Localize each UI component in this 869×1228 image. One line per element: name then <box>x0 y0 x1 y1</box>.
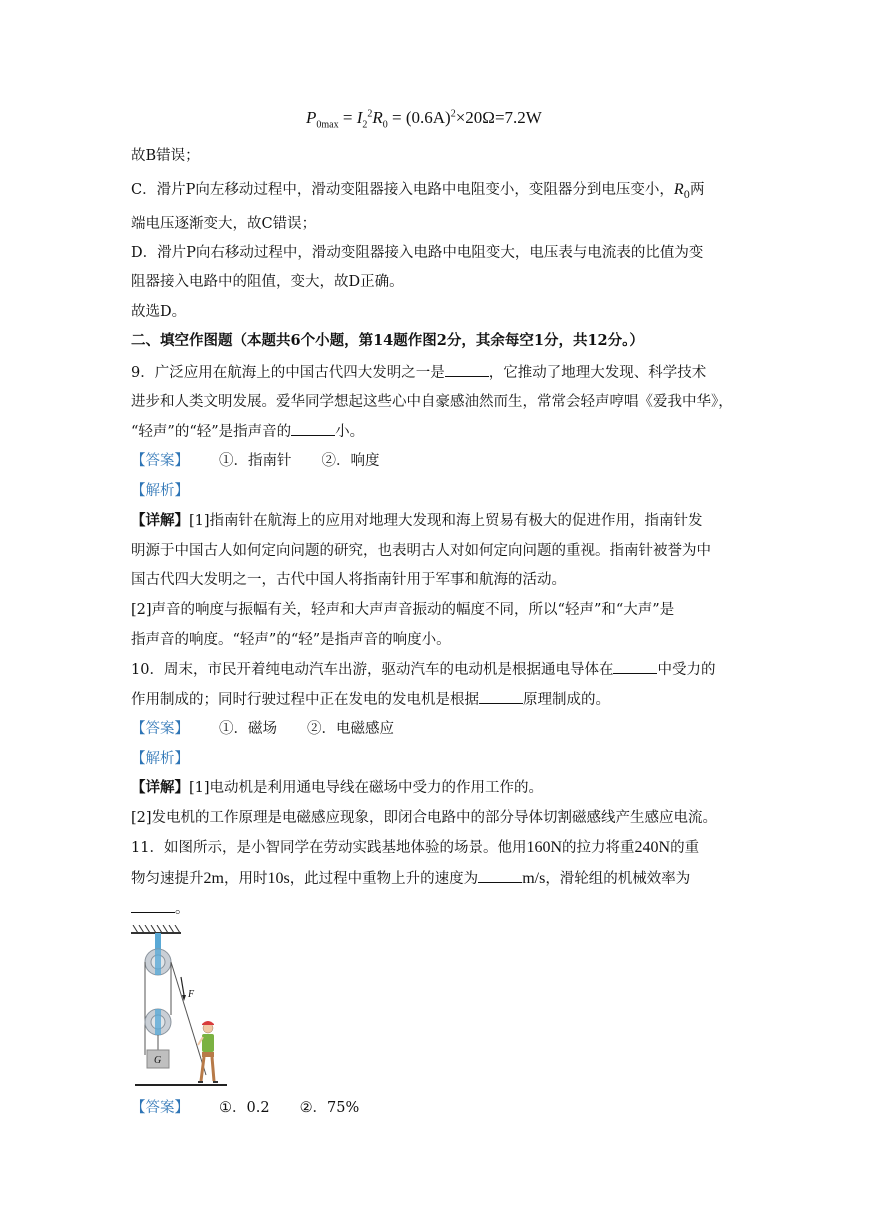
question-9-line <box>131 421 364 442</box>
text-span: ，此过程中重物上升的速度为 <box>289 871 479 887</box>
question-10-line <box>131 689 610 710</box>
detail-tag: 【详解】 <box>131 779 189 796</box>
section-heading: 二、填空作图题（本题共6个小题，第14题作图2分，其余每空1分，共12分。） <box>131 332 644 349</box>
text-span: 10．周末，市民开着纯电动汽车出游，驱动汽车的电动机是根据通电导体在 <box>131 662 614 678</box>
text-span: C．滑片P向左移动过程中，滑动变阻器接入电路中电阻变小，变阻器分到电压变小， <box>131 182 674 198</box>
unit-value: m/s <box>522 870 546 887</box>
question-11-line <box>131 838 699 858</box>
question-11-line <box>131 898 190 919</box>
text-line: 故选D。 <box>131 304 187 320</box>
answer-item: ①．磁场 <box>219 721 277 737</box>
formula-eq1: = <box>342 108 353 127</box>
question-9-line: 进步和人类文明发展。爱华同学想起这些心中自豪感油然而生，常常会轻声哼唱《爱我中华》， <box>131 394 733 410</box>
question-10-line <box>131 659 715 680</box>
text-line: 阻器接入电路中的阻值，变大，故D正确。 <box>131 274 404 290</box>
detail-line: [2]声音的响度与振幅有关，轻声和大声声音振动的幅度不同，所以“轻声”和“大声”是 <box>131 602 675 618</box>
answer-line <box>131 451 380 471</box>
text-line <box>131 180 705 206</box>
answer-line <box>131 719 394 739</box>
detail-line: 指声音的响度。“轻声”的“轻”是指声音的响度小。 <box>131 632 451 648</box>
text-span: 作用制成的；同时行驶过程中正在发电的发电机是根据 <box>131 692 479 708</box>
formula-r: R <box>372 108 383 127</box>
force-label: F <box>188 989 195 1000</box>
text-span: ，用时 <box>223 871 268 887</box>
text-line: 端电压逐渐变大，故C错误； <box>131 216 317 232</box>
detail-line: 明源于中国古人如何定向问题的研究，也表明古人对如何定向问题的重视。指南针被誉为中 <box>131 543 711 559</box>
answer-item: ②．75% <box>299 1100 360 1116</box>
text-span: ，滑轮组的机械效率为 <box>545 871 691 887</box>
answer-item: ①．0.2 <box>219 1100 270 1116</box>
text-span: 。 <box>175 901 190 917</box>
formula-paren-sup: 2 <box>450 108 456 120</box>
weight-label: G <box>154 1055 162 1066</box>
answer-line <box>131 1098 359 1118</box>
formula-eq2: = <box>392 108 402 127</box>
text-span: 9．广泛应用在航海上的中国古代四大发明之一是 <box>131 365 445 381</box>
r0-symbol: R <box>673 181 684 198</box>
question-9-line <box>131 362 706 383</box>
answer-tag: 【答案】 <box>131 1100 189 1116</box>
text-span: [1]指南针在航海上的应用对地理大发现和海上贸易有极大的促进作用，指南针发 <box>189 513 703 529</box>
text-line: 故B错误； <box>131 148 200 164</box>
ceiling-hatch <box>133 925 180 933</box>
text-span: 的重 <box>670 840 700 856</box>
analysis-tag: 【解析】 <box>131 751 189 767</box>
question-11-line <box>131 868 690 889</box>
answer-tag: 【答案】 <box>131 721 189 737</box>
weight-value: 240N <box>634 839 671 856</box>
detail-line <box>131 511 703 531</box>
formula-rest: ×20Ω=7.2W <box>455 108 542 127</box>
force-value: 160N <box>526 839 563 856</box>
text-span: “轻声”的“轻”是指声音的 <box>131 424 292 440</box>
text-span: 11．如图所示，是小智同学在劳动实践基地体验的场景。他用 <box>131 840 527 856</box>
detail-line <box>131 778 543 798</box>
time-value: 10s <box>267 870 290 887</box>
text-span: [1]电动机是利用通电导线在磁场中受力的作用工作的。 <box>189 780 544 796</box>
detail-line: [2]发电机的工作原理是电磁感应现象，即闭合电路中的部分导体切割磁感线产生感应电流。 <box>131 810 718 826</box>
formula-i-sub: 2 <box>362 119 368 131</box>
answer-item: ②．响度 <box>321 453 380 469</box>
text-span: 两 <box>690 182 705 198</box>
analysis-tag: 【解析】 <box>131 483 189 499</box>
height-value: 2m <box>203 870 224 887</box>
answer-blank <box>478 868 522 883</box>
formula-i: I <box>356 108 363 127</box>
answer-blank <box>131 898 175 913</box>
text-span: 中受力的 <box>657 662 716 678</box>
answer-blank <box>479 689 523 704</box>
detail-tag: 【详解】 <box>131 512 189 529</box>
power-formula <box>306 108 542 130</box>
formula-p: P <box>306 108 317 127</box>
answer-tag: 【答案】 <box>131 453 189 469</box>
text-line: D．滑片P向右移动过程中，滑动变阻器接入电路中电阻变大，电压表与电流表的比值为变 <box>131 245 704 261</box>
answer-blank <box>445 362 489 377</box>
answer-blank <box>291 421 335 436</box>
text-span: 的拉力将重 <box>562 840 635 856</box>
text-span: ，它推动了地理大发现、科学技术 <box>488 365 707 381</box>
pull-rope <box>171 962 206 1075</box>
answer-item: ①．指南针 <box>219 453 292 469</box>
text-span: 物匀速提升 <box>131 871 204 887</box>
text-span: 原理制成的。 <box>523 692 610 708</box>
answer-blank <box>613 659 657 674</box>
formula-r-sub: 0 <box>382 119 388 131</box>
answer-item: ②．电磁感应 <box>307 721 394 737</box>
person-figure <box>198 1021 218 1082</box>
formula-i-sup: 2 <box>367 108 373 120</box>
detail-line: 国古代四大发明之一，古代中国人将指南针用于军事和航海的活动。 <box>131 572 566 588</box>
r0-sub: 0 <box>683 189 691 201</box>
formula-p-sub: 0max <box>316 119 339 131</box>
pulley-figure <box>131 925 231 1090</box>
text-span: 小。 <box>335 424 365 440</box>
force-arrow <box>181 977 184 995</box>
formula-paren: (0.6A) <box>405 108 451 127</box>
